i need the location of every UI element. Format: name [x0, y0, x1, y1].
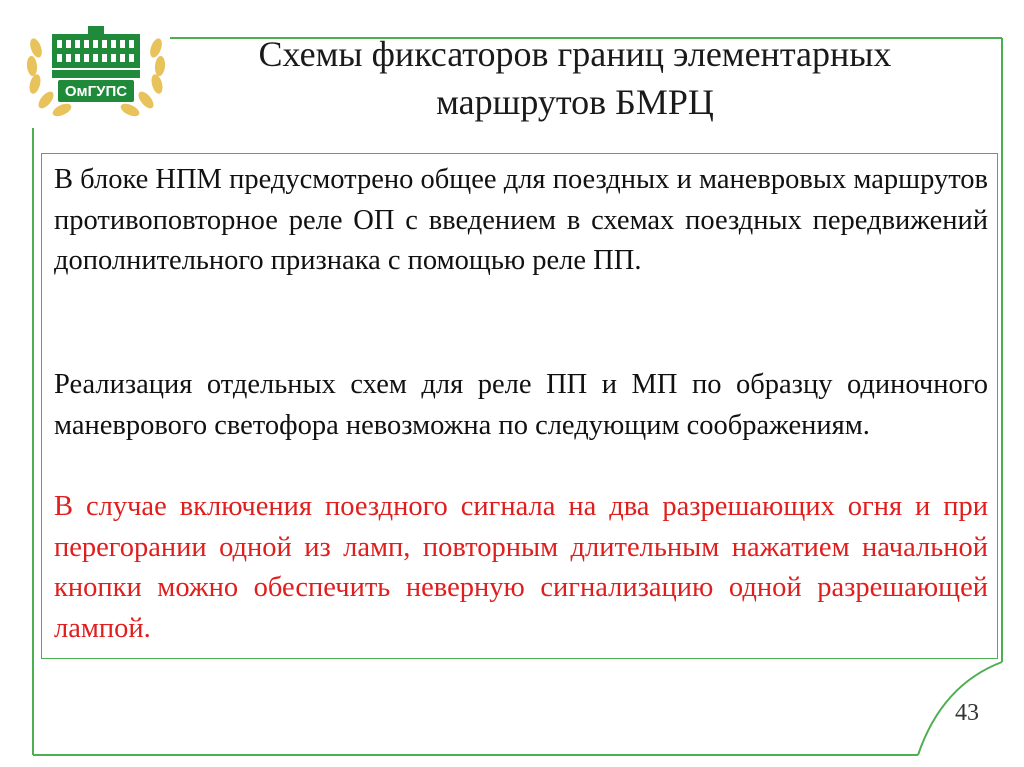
title-line-1: Схемы фиксаторов границ элементарных: [258, 34, 892, 74]
logo-text: ОмГУПС: [64, 83, 128, 100]
paragraph-warning-red: В случае включения поездного сигнала на два разрешающих огня и при перегорании одной из ламп, повторным длительным нажатием начальной кнопки можно обеспечить неверную сигнализацию одной разрешающей лампой.: [54, 491, 988, 644]
paragraph-npm-block: В блоке НПМ предусмотрено общее для поездных и маневровых маршрутов противоповторное реле ОП с введением в схемах поездных передвижений дополнительного признака с помощью реле ПП.: [54, 164, 988, 276]
page-number: 43: [955, 700, 979, 726]
paragraph-implementation: Реализация отдельных схем для реле ПП и МП по образцу одиночного маневрового светофора невозможна по следующим соображениям.: [54, 369, 988, 441]
slide-title: [200, 30, 950, 126]
laurel-building-icon: [22, 18, 170, 118]
omgups-logo: [22, 18, 170, 118]
title-line-2: маршрутов БМРЦ: [436, 82, 714, 122]
